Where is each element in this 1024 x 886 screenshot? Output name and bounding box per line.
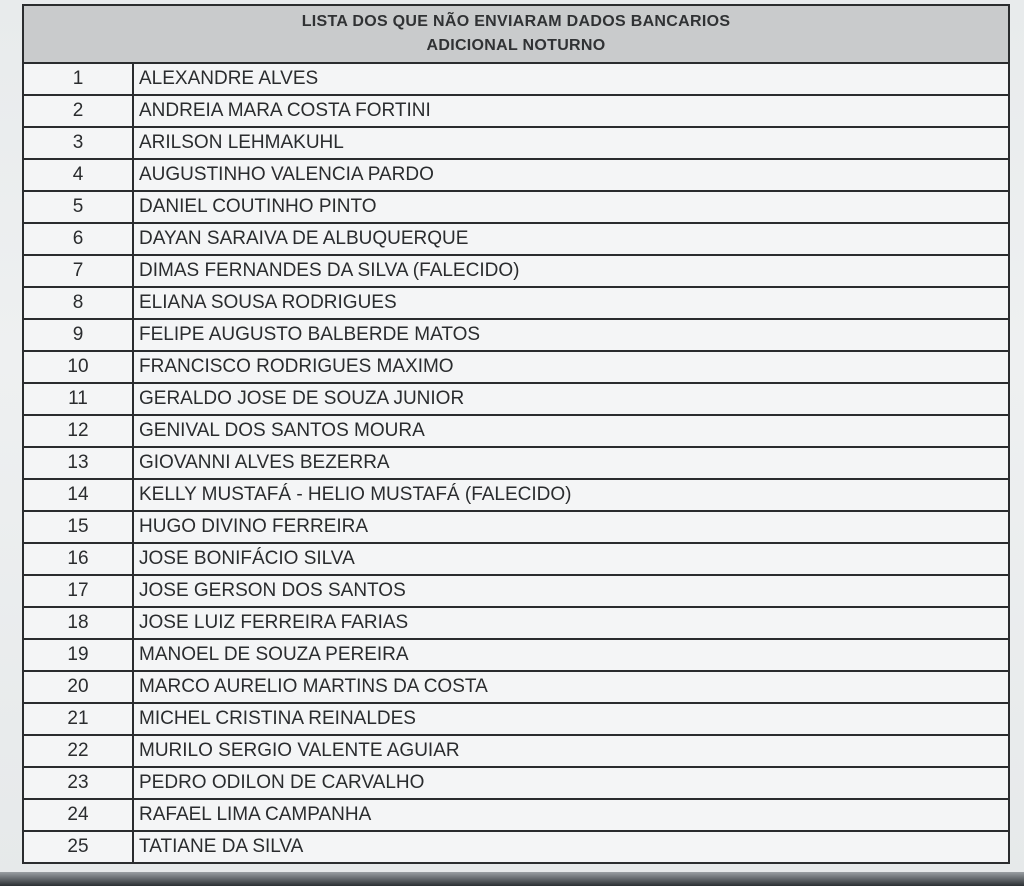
table-row (24, 640, 1008, 672)
row-number: 7 (24, 256, 134, 286)
table-row (24, 608, 1008, 640)
row-number: 13 (24, 448, 134, 478)
row-name: DIMAS FERNANDES DA SILVA (FALECIDO) (139, 260, 520, 281)
table-row (24, 832, 1008, 864)
table-row (24, 192, 1008, 224)
row-number: 22 (24, 736, 134, 766)
row-number: 20 (24, 672, 134, 702)
row-number: 6 (24, 224, 134, 254)
names-table (22, 4, 1010, 864)
row-number: 5 (24, 192, 134, 222)
row-number: 21 (24, 704, 134, 734)
row-number: 1 (24, 64, 134, 94)
row-name: ARILSON LEHMAKUHL (139, 132, 344, 153)
row-name: FRANCISCO RODRIGUES MAXIMO (139, 356, 454, 377)
table-row (24, 352, 1008, 384)
row-name: ELIANA SOUSA RODRIGUES (139, 292, 397, 313)
row-name: TATIANE DA SILVA (139, 836, 304, 857)
row-name: GENIVAL DOS SANTOS MOURA (139, 420, 425, 441)
table-row (24, 736, 1008, 768)
table-row (24, 320, 1008, 352)
row-name: FELIPE AUGUSTO BALBERDE MATOS (139, 324, 481, 345)
row-name: DAYAN SARAIVA DE ALBUQUERQUE (139, 228, 469, 249)
table-row (24, 288, 1008, 320)
header-title-line1: LISTA DOS QUE NÃO ENVIARAM DADOS BANCARIOS (301, 13, 731, 30)
table-header (24, 6, 1008, 64)
row-name: RAFAEL LIMA CAMPANHA (139, 804, 372, 825)
row-number: 8 (24, 288, 134, 318)
row-number: 4 (24, 160, 134, 190)
table-row (24, 160, 1008, 192)
row-name: JOSE BONIFÁCIO SILVA (139, 548, 355, 569)
row-name: GIOVANNI ALVES BEZERRA (139, 452, 390, 473)
table-row (24, 384, 1008, 416)
row-name: PEDRO ODILON DE CARVALHO (139, 772, 425, 793)
row-name: ANDREIA MARA COSTA FORTINI (139, 100, 431, 121)
table-row (24, 416, 1008, 448)
row-name: MURILO SERGIO VALENTE AGUIAR (139, 740, 460, 761)
table-row (24, 96, 1008, 128)
table-row (24, 576, 1008, 608)
row-name: MARCO AURELIO MARTINS DA COSTA (139, 676, 488, 697)
row-name: HUGO DIVINO FERREIRA (139, 516, 369, 537)
table-row (24, 800, 1008, 832)
table-body (24, 64, 1008, 864)
table-row (24, 64, 1008, 96)
table-row (24, 480, 1008, 512)
row-name: MICHEL CRISTINA REINALDES (139, 708, 416, 729)
table-row (24, 672, 1008, 704)
row-number: 19 (24, 640, 134, 670)
row-number: 15 (24, 512, 134, 542)
table-row (24, 544, 1008, 576)
table-row (24, 512, 1008, 544)
row-number: 9 (24, 320, 134, 350)
row-number: 11 (24, 384, 134, 414)
row-number: 14 (24, 480, 134, 510)
row-number: 23 (24, 768, 134, 798)
row-number: 18 (24, 608, 134, 638)
row-number: 16 (24, 544, 134, 574)
table-row (24, 448, 1008, 480)
row-name: KELLY MUSTAFÁ - HELIO MUSTAFÁ (FALECIDO) (139, 484, 572, 505)
row-number: 2 (24, 96, 134, 126)
table-row (24, 704, 1008, 736)
row-number: 3 (24, 128, 134, 158)
row-number: 17 (24, 576, 134, 606)
table-row (24, 224, 1008, 256)
table-row (24, 768, 1008, 800)
row-name: AUGUSTINHO VALENCIA PARDO (139, 164, 434, 185)
header-title-line2: ADICIONAL NOTURNO (426, 37, 606, 54)
row-name: JOSE GERSON DOS SANTOS (139, 580, 406, 601)
row-name: JOSE LUIZ FERREIRA FARIAS (139, 612, 409, 633)
row-name: DANIEL COUTINHO PINTO (139, 196, 377, 217)
table-row (24, 128, 1008, 160)
row-name: GERALDO JOSE DE SOUZA JUNIOR (139, 388, 465, 409)
row-number: 10 (24, 352, 134, 382)
table-row (24, 256, 1008, 288)
row-name: ALEXANDRE ALVES (139, 68, 319, 89)
row-number: 25 (24, 832, 134, 862)
row-number: 24 (24, 800, 134, 830)
row-name: MANOEL DE SOUZA PEREIRA (139, 644, 409, 665)
page-bottom-edge (0, 872, 1024, 886)
row-number: 12 (24, 416, 134, 446)
